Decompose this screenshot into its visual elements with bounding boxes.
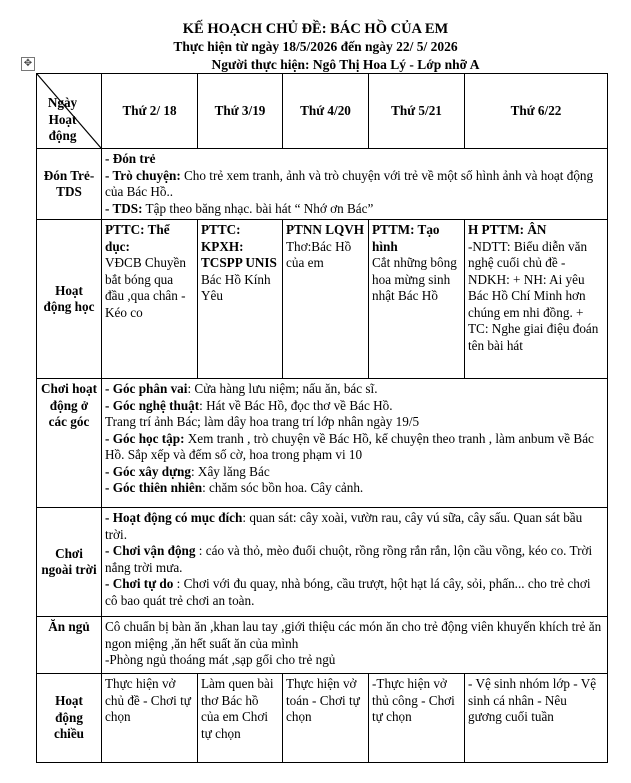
goc-xay-dung: - Góc xây dựng: Xây lăng Bác <box>105 463 270 479</box>
day-header-mon: Thứ 2/ 18 <box>102 74 198 149</box>
row-label-hoat-dong-chieu: Hoạt động chiều <box>37 674 102 763</box>
row-hoat-dong-hoc <box>37 220 608 379</box>
hdh-cell-mon: PTTC: Thể dục: VĐCB Chuyền bắt bóng qua đầu ,qua chân -Kéo co <box>102 220 198 379</box>
row-an-ngu <box>37 617 608 674</box>
document-title: KẾ HOẠCH CHỦ ĐỀ: BÁC HỒ CỦA EM <box>182 21 449 37</box>
day-header-thu: Thứ 5/21 <box>369 74 465 149</box>
header-row <box>37 74 608 149</box>
row-label-hoat-dong-hoc: Hoạt động học <box>37 220 102 379</box>
chieu-cell-thu: -Thực hiện vở thủ công - Chơi tự chọn <box>369 674 465 763</box>
date-range: Thực hiện từ ngày 18/5/2026 đến ngày 22/ 5/ 2026 <box>173 39 458 54</box>
corner-cell <box>37 74 102 149</box>
row-choi-ngoai-troi <box>37 508 608 617</box>
row-label-choi-ngoai-troi: Chơi ngoài trời <box>37 508 102 617</box>
hdh-cell-fri: H PTTM: ÂN -NDTT: Biểu diễn văn nghệ cuối chủ đề - NDKH: + NH: Ai yêu Bác Hồ Chí Minh hơn chúng em nhi đồng. + TC: Nghe giai điệu đoán tên bài hát <box>465 220 608 379</box>
schedule-table <box>36 73 608 763</box>
an-ngu-content <box>102 617 608 674</box>
chieu-cell-mon: Thực hiện vở chủ đề - Chơi tự chọn <box>102 674 198 763</box>
don-tre-line-2: - Trò chuyện: Cho trẻ xem tranh, ảnh và trò chuyện với trẻ về một số hình ảnh và hoạt động của Bác Hồ.. <box>105 167 594 199</box>
ngoai-troi-muc-dich: - Hoạt động có mục đích: quan sát: cây xoài, vườn rau, cây vú sữa, cây sấu. Quan sát bầu trời. <box>105 510 583 542</box>
day-header-tue: Thứ 3/19 <box>198 74 283 149</box>
goc-phan-vai: - Góc phân vai: Cửa hàng lưu niệm; nấu ăn, bác sĩ. <box>105 381 378 396</box>
row-choi-goc <box>37 379 608 508</box>
corner-label: Ngày Hoạt động <box>47 95 78 143</box>
goc-nghe-thuat-2: Trang trí ảnh Bác; làm dây hoa trang trí lớp nhân ngày 19/5 <box>105 414 420 429</box>
day-header-wed: Thứ 4/20 <box>283 74 369 149</box>
day-header-fri: Thứ 6/22 <box>465 74 608 149</box>
table-move-handle-icon[interactable]: ✥ <box>21 57 35 71</box>
don-tre-content <box>102 149 608 220</box>
hdh-cell-tue: PTTC: KPXH: TCSPP UNIS Bác Hồ Kính Yêu <box>198 220 283 379</box>
ngoai-troi-van-dong: - Chơi vận động : cáo và thỏ, mèo đuổi chuột, rồng rồng rắn rắn, lộn cầu vồng, kéo co. Trời nắng trời mưa. <box>105 543 593 575</box>
choi-goc-content <box>102 379 608 508</box>
choi-ngoai-troi-content <box>102 508 608 617</box>
hdh-cell-thu: PTTM: Tạo hình Cắt những bông hoa mừng sinh nhật Bác Hồ <box>369 220 465 379</box>
author-line: Người thực hiện: Ngô Thị Hoa Lý - Lớp nhỡ A <box>211 57 480 72</box>
chieu-cell-tue: Làm quen bài thơ Bác hồ của em Chơi tự chọn <box>198 674 283 763</box>
row-label-choi-goc: Chơi hoạt động ở các góc <box>37 379 102 508</box>
row-don-tre <box>37 149 608 220</box>
an-ngu-line-2: -Phòng ngủ thoáng mát ,sạp gối cho trẻ ngủ <box>105 652 336 667</box>
hdh-cell-wed: PTNN LQVH Thơ:Bác Hồ của em <box>283 220 369 379</box>
chieu-cell-wed: Thực hiện vở toán - Chơi tự chọn <box>283 674 369 763</box>
don-tre-line-1: - Đón trẻ <box>105 151 156 166</box>
an-ngu-line-1: Cô chuẩn bị bàn ăn ,khan lau tay ,giới thiệu các món ăn cho trẻ động viên khuyến khích trẻ ăn ngon miệng ,ăn hết suất ăn của mình <box>105 619 602 651</box>
row-label-don-tre: Đón Trẻ-TDS <box>37 149 102 220</box>
goc-thien-nhien: - Góc thiên nhiên: chăm sóc bồn hoa. Cây cảnh. <box>105 480 364 495</box>
row-hoat-dong-chieu <box>37 674 608 763</box>
ngoai-troi-tu-do: - Chơi tự do : Chơi với đu quay, nhà bóng, cầu trượt, hột hạt lá cây, sỏi, phấn... cho trẻ chơi cô bao quát trẻ chơi an toàn. <box>105 576 591 608</box>
don-tre-line-3: - TDS: Tập theo băng nhạc. bài hát “ Nhớ ơn Bác” <box>105 200 374 216</box>
goc-hoc-tap: - Góc học tập: Xem tranh , trò chuyện về Bác Hồ, kể chuyện theo tranh , làm anbum về Bác Hồ. Sắp xếp và đếm số cờ, hoa trong phạm vi 10 <box>105 430 594 462</box>
row-label-an-ngu: Ăn ngủ <box>37 617 102 674</box>
goc-nghe-thuat: - Góc nghệ thuật: Hát về Bác Hồ, đọc thơ về Bác Hồ. <box>105 397 393 413</box>
chieu-cell-fri: - Vệ sinh nhóm lớp - Vệ sinh cá nhân - Nêu gương cuối tuần <box>465 674 608 763</box>
